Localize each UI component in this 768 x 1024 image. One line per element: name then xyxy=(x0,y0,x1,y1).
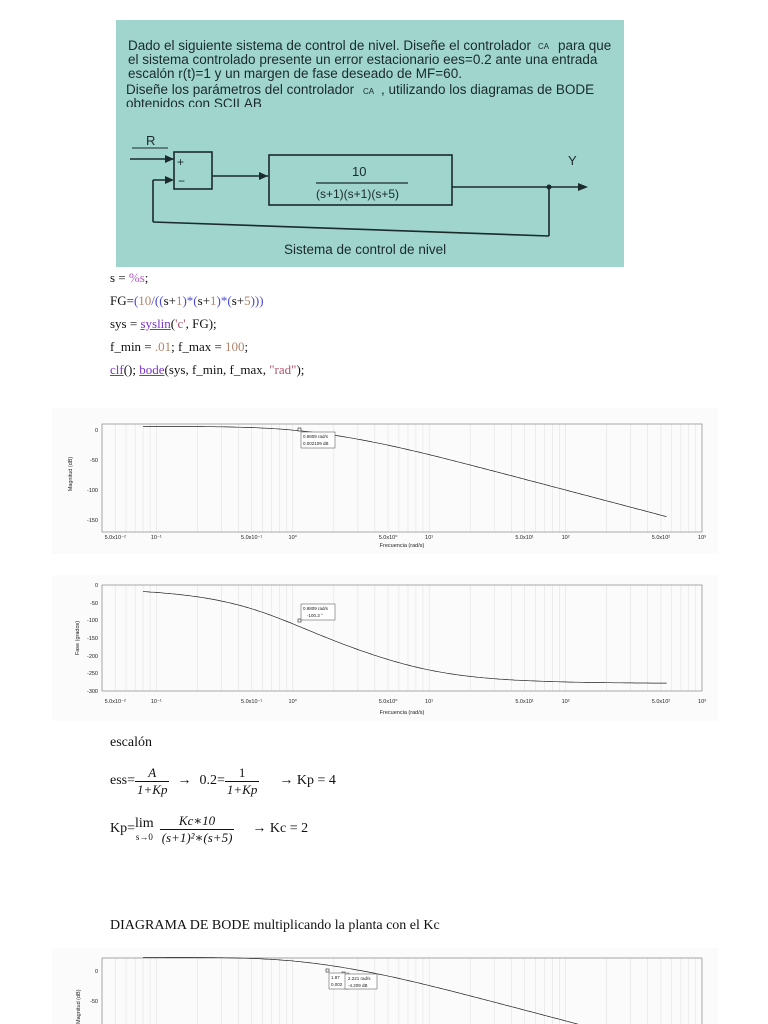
xtick-label: 5.0x10² xyxy=(651,699,671,705)
m2-marker-a[interactable] xyxy=(326,969,329,972)
m2-ylabel: Magnitud (dB) xyxy=(76,989,82,1024)
diagram-caption: Sistema de control de nivel xyxy=(284,242,447,257)
ph-ytick-2: -100 xyxy=(86,618,98,624)
syslin-link[interactable]: syslin xyxy=(140,316,171,331)
kc-result: → Kc = 2 xyxy=(252,821,309,836)
problem-line-3: escalón r(t)=1 y un margen de fase deseado de MF=60. xyxy=(128,66,462,81)
xtick-label: 5.0x10⁰ xyxy=(378,535,398,541)
xtick-label: 10⁻¹ xyxy=(150,535,162,541)
xtick-label: 5.0x10⁻¹ xyxy=(241,535,263,541)
kp-result: → Kp = 4 xyxy=(279,773,336,788)
m2-tip-b1: 2.221 rad/s xyxy=(348,976,371,981)
xtick-label: 10² xyxy=(561,535,570,541)
m2-tip-a2: 0.002 xyxy=(331,982,343,987)
bode-phase-plot xyxy=(52,575,718,721)
clf-link[interactable]: clf xyxy=(110,362,124,377)
problem-line-1-end: para que xyxy=(558,38,612,53)
m2-tip-b2: -4.209 dB xyxy=(348,983,368,988)
ph-ytick-1: -50 xyxy=(90,601,98,607)
problem-line-1: Dado el siguiente sistema de control de nivel. Diseñe el controlador xyxy=(128,38,531,53)
ph-ytick-5: -250 xyxy=(86,671,98,677)
problem-line-4-end: , utilizando los diagramas de BODE xyxy=(381,82,595,97)
xtick-label: 10³ xyxy=(698,699,706,705)
problem-line-2: el sistema controlado presente un error estacionario ees=0.2 ante una entrada xyxy=(128,52,598,67)
code-line-2: FG=(10/((s+1)*(s+1)*(s+5))) xyxy=(110,293,264,308)
xtick-label: 5.0x10¹ xyxy=(515,699,534,705)
bode-magnitude-plot xyxy=(52,408,718,554)
m2-ytick-0: 0 xyxy=(94,969,98,975)
xtick-label: 5.0x10⁻² xyxy=(104,699,126,705)
code-line-5: clf(); bode(sys, f_min, f_max, "rad"); xyxy=(110,362,305,377)
problem-line-5: obtenidos con SCILAB xyxy=(126,96,262,107)
mag-ytick-2: -100 xyxy=(86,488,98,494)
plus-sign: + xyxy=(177,155,185,169)
phase-ylabel: Fase (grados) xyxy=(75,620,81,656)
tf-numerator: 10 xyxy=(352,164,367,179)
xtick-label: 10³ xyxy=(698,535,706,541)
escalon-label: escalón xyxy=(110,735,152,750)
mag-tip-value: 0.002109 dB xyxy=(303,441,329,446)
bode-magnitude-plot-kc xyxy=(52,948,718,1024)
xtick-label: 10⁰ xyxy=(288,535,297,541)
xtick-label: 5.0x10⁻¹ xyxy=(241,699,263,705)
m2-ytick-1: -50 xyxy=(90,999,98,1005)
ess-equation: ess= $\frac{A}{1+Kp}$ → 0.2= $\frac{1}{1+Kp}$ → Kp = 4 xyxy=(110,764,336,797)
phase-tip-freq: 0.9809 rad/s xyxy=(303,606,329,611)
ph-ytick-6: -300 xyxy=(86,689,98,695)
kp-equation: Kp= lim s→0 $\frac{Kc∗10}{\text{(s+1)²∗(s+5)}}$ → Kc = 2 xyxy=(110,812,309,845)
ph-ytick-0: 0 xyxy=(94,583,98,589)
minus-sign: − xyxy=(178,174,186,188)
mag-ytick-3: -150 xyxy=(86,518,98,524)
mag-ylabel: Magnitud (dB) xyxy=(68,456,74,492)
xtick-label: 10² xyxy=(561,699,570,705)
section-heading: DIAGRAMA DE BODE multiplicando la planta con el Kc xyxy=(110,918,440,933)
phase-xlabel: Frecuencia (rad/s) xyxy=(379,710,425,716)
mag-marker[interactable] xyxy=(298,428,301,431)
xtick-label: 10⁻¹ xyxy=(150,699,162,705)
phase-tip-value: -100.3 ° xyxy=(307,613,323,618)
xtick-label: 5.0x10⁻² xyxy=(104,535,126,541)
input-label: R xyxy=(146,133,156,148)
mag-ytick-0: 0 xyxy=(94,428,98,434)
output-label: Y xyxy=(568,153,577,168)
xtick-label: 5.0x10¹ xyxy=(515,535,534,541)
xtick-label: 5.0x10⁰ xyxy=(378,699,398,705)
mag-xlabel: Frecuencia (rad/s) xyxy=(379,543,425,549)
ph-ytick-4: -200 xyxy=(86,654,98,660)
xtick-label: 5.0x10² xyxy=(651,535,671,541)
problem-line-4: Diseñe los parámetros del controlador xyxy=(126,82,355,97)
xtick-label: 10¹ xyxy=(425,699,434,705)
block-diagram xyxy=(116,20,624,267)
ph-ytick-3: -150 xyxy=(86,636,98,642)
m2-tip-a1: 1.87 xyxy=(331,975,340,980)
mag-tip-freq: 0.9809 rad/s xyxy=(303,434,329,439)
controller-label-ca: CA xyxy=(538,42,550,51)
xtick-label: 10⁰ xyxy=(288,699,297,705)
code-line-1: s = %s; xyxy=(110,270,149,285)
xtick-label: 10¹ xyxy=(425,535,434,541)
code-line-3: sys = syslin('c', FG); xyxy=(110,316,217,331)
tf-denominator: (s+1)(s+1)(s+5) xyxy=(316,187,400,201)
problem-statement-image xyxy=(116,20,624,267)
bode-link[interactable]: bode xyxy=(139,362,165,377)
code-line-4: f_min = .01; f_max = 100; xyxy=(110,339,249,354)
controller-label-ca-2: CA xyxy=(363,87,375,96)
mag-ytick-1: -50 xyxy=(90,458,98,464)
phase-marker[interactable] xyxy=(298,619,301,622)
